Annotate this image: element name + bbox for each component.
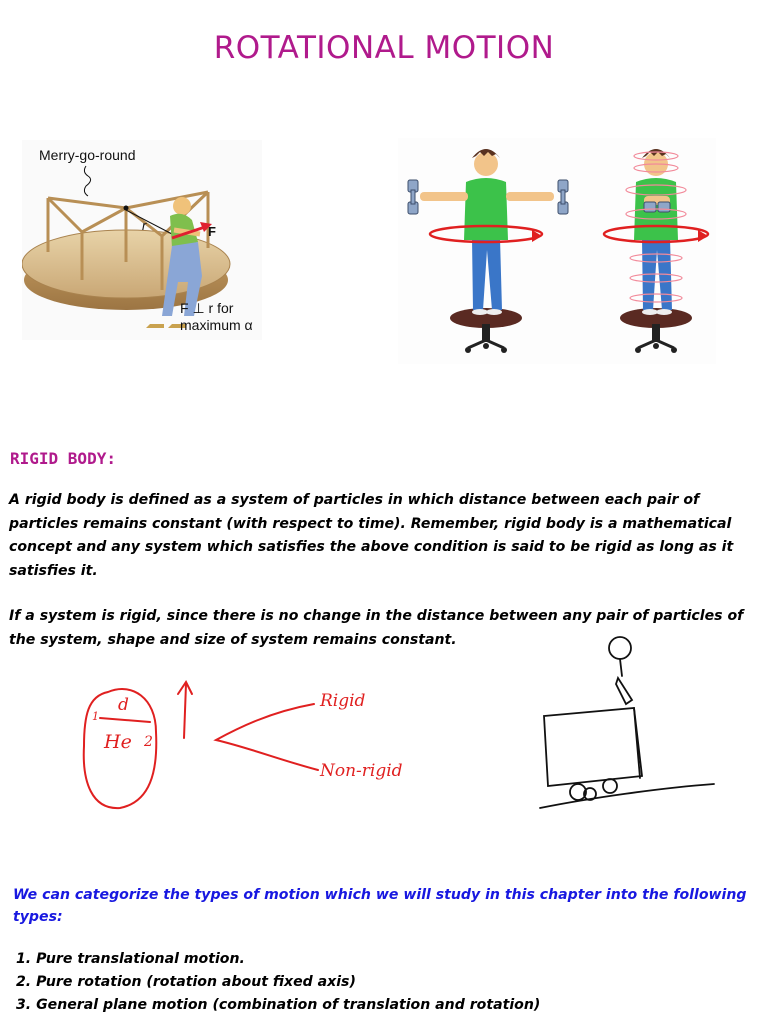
handwritten-annotation (70, 672, 450, 822)
list-item: 1. Pure translational motion. (16, 951, 245, 967)
person-on-stool-icon (398, 138, 716, 364)
rigid-sketch (70, 672, 450, 822)
motion-types-list (16, 948, 540, 1017)
cart-sketch (530, 628, 720, 818)
merry-go-round-figure (22, 140, 262, 340)
distance-label: d (118, 695, 129, 715)
radius-label: r (142, 218, 147, 233)
page-title: ROTATIONAL MOTION (213, 30, 555, 66)
rigid-body-definition: A rigid body is defined as a system of particles in which distance between each pair of particles remains constant (with respect to time). Remember, rigid body is a mathematical concept and any system which satisfies the above condition is said to be rigid as long as it satisfies it. (9, 492, 734, 579)
caption-line-2: maximum α (180, 317, 253, 333)
rigid-label: Rigid (320, 691, 366, 711)
particle-2-label: 2 (144, 734, 153, 750)
rigid-body-consequence: If a system is rigid, since there is no change in the distance between any pair of particles of the system, shape and size of system remains constant. (9, 608, 744, 648)
force-label: F (208, 224, 216, 239)
categorize-intro: We can categorize the types of motion which we will study in this chapter into the following types: (13, 887, 747, 925)
list-item: 2. Pure rotation (rotation about fixed axis) (16, 974, 356, 990)
helium-label: He (104, 731, 132, 753)
section-heading: RIGID BODY: (10, 449, 116, 468)
cart-with-pendulum-drawing (530, 628, 720, 818)
list-item: 3. General plane motion (combination of translation and rotation) (16, 997, 541, 1013)
caption-line-1: F ⊥ r for (180, 300, 234, 316)
merry-go-round-label: Merry-go-round (39, 147, 136, 163)
figure-caption (180, 300, 253, 334)
non-rigid-label: Non-rigid (320, 761, 403, 781)
spinning-person-figure (398, 138, 716, 364)
particle-1-label: 1 (92, 710, 99, 723)
